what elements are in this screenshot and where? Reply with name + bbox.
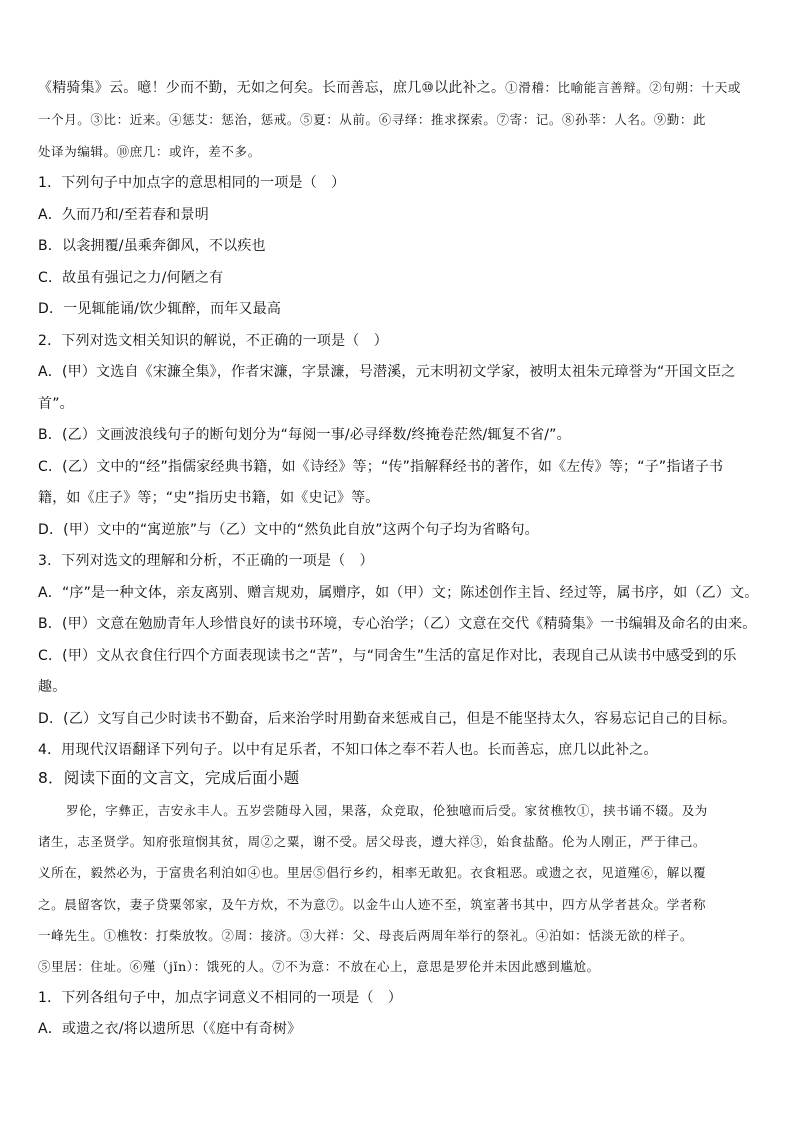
annotation-text: ①滑稽：比喻能言善辩。②旬朔：十天或	[505, 80, 741, 95]
passage-line: 之。晨留客饮，妻子贷粟邻家，及午方炊，不为意⑦。以金牛山人迹不至，筑室著书其中，四方从学者甚众。学者称	[38, 897, 707, 912]
passage-line: 义所在，毅然必为，于富贵名利泊如④也。里居⑤倡行乡约，相率无敢犯。衣食粗恶。或遗之衣，见道殣⑥，解以覆	[38, 865, 707, 880]
option-d: D．一见辄能诵/饮少辄醉，而年又最高	[38, 301, 282, 317]
passage-line: 罗伦，字彝正，吉安永丰人。五岁尝随母入园，果落，众竞取，伦独噫而后受。家贫樵牧①，挟书诵不辍。及为	[66, 803, 708, 818]
option-d: D．(乙）文写自己少时读书不勤奋，后来治学时用勤奋来惩戒自己，但是不能坚持太久，容易忘记自己的目标。	[38, 711, 737, 727]
question-2: 2．下列对选文相关知识的解说，不正确的一项是（ ）	[38, 333, 388, 349]
option-a-cont: 首”。	[38, 396, 74, 412]
passage-line: 诸生，志圣贤学。知府张瑄悯其贫，周②之粟，谢不受。居父母丧，遵大祥③，始食盐酪。伦为人刚正，严于律己。	[38, 834, 707, 849]
passage-text: 《精骑集》云。噫！少而不勤，无如之何矣。长而善忘，庶几⑩以此补之。	[38, 80, 506, 96]
option-d: D．(甲）文中的“寓逆旅”与（乙）文中的“然负此自放”这两个句子均为省略句。	[38, 522, 539, 538]
option-a: A．或遗之衣/将以遗所思（《庭中有奇树》	[38, 1021, 302, 1037]
passage-line: 一峰先生。①樵牧：打柴放牧。②周：接济。③大祥：父、母丧后两周年举行的祭礼。④泊如：恬淡无欲的样子。	[38, 928, 694, 943]
option-b: B．(乙）文画波浪线句子的断句划分为“每阅一事/必寻绎数/终掩卷茫然/辄复不省/”。	[38, 427, 571, 443]
option-c-cont: 趣。	[38, 679, 67, 695]
option-c-cont: 籍，如《庄子》等；“史”指历史书籍，如《史记》等。	[38, 490, 380, 506]
option-a: A．(甲）文选自《宋濂全集》，作者宋濂，字景濂，号潜溪，元末明初文学家，被明太祖朱元璋誉为“开国文臣之	[38, 364, 736, 380]
option-c: C．(甲）文从衣食住行四个方面表现读书之“苦”，与“同舍生”生活的富足作对比，表现自己从读书中感受到的乐	[38, 648, 737, 664]
option-c: C．(乙）文中的“经”指儒家经典书籍，如《诗经》等；“传”指解释经书的著作，如《左传》等；“子”指诸子书	[38, 459, 724, 475]
question-4: 4．用现代汉语翻译下列句子。以中有足乐者，不知口体之奉不若人也。长而善忘，庶几以此补之。	[38, 742, 658, 758]
section-heading: 8．阅读下面的文言文，完成后面小题	[38, 769, 300, 787]
option-a: A．“序”是一种文体，亲友离别、赠言规劝，属赠序，如（甲）文；陈述创作主旨、经过等，属书序，如（乙）文。	[38, 585, 759, 601]
option-b: B．(甲）文意在勉励青年人珍惜良好的读书环境，专心治学；（乙）文意在交代《精骑集》一书编辑及命名的由来。	[38, 616, 757, 632]
annotation-line: 处译为编辑。⑩庶几：或许，差不多。	[38, 144, 261, 159]
annotation-line: 一个月。③比：近来。④惩艾：惩治，惩戒。⑤夏：从前。⑥寻绎：推求探索。⑦寄：记。⑧孙莘：人名。⑨勤：此	[38, 112, 707, 127]
annotation-line: ⑤里居：住址。⑥殣（jǐn）：饿死的人。⑦不为意：不放在心上，意思是罗伦并未因此感到尴尬。	[38, 959, 600, 974]
text-line	[38, 79, 758, 97]
option-a: A．久而乃和/至若春和景明	[38, 207, 209, 223]
question-1: 1．下列句子中加点字的意思相同的一项是（ ）	[38, 175, 346, 191]
option-b: B．以衾拥覆/虽乘奔御风，不以疾也	[38, 238, 266, 254]
question-1: 1．下列各组句子中，加点字词意义不相同的一项是（ ）	[38, 990, 403, 1006]
question-3: 3．下列对选文的理解和分析，不正确的一项是（ ）	[38, 553, 374, 569]
option-c: C．故虽有强记之力/何陋之有	[38, 270, 224, 286]
